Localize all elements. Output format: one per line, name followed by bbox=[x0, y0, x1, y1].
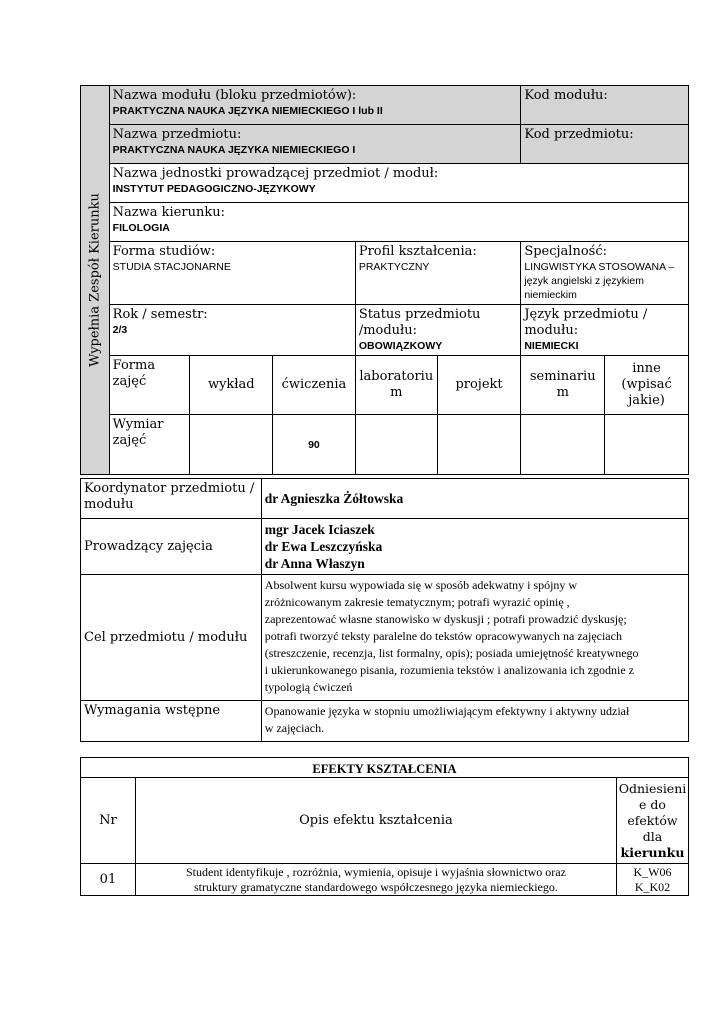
study-form-cell bbox=[109, 242, 355, 305]
goal-label-cell bbox=[81, 575, 262, 701]
form-header: Forma zajęć bbox=[112, 358, 156, 389]
row-nr: 01 bbox=[99, 871, 117, 887]
module-code-label: Kod modułu: bbox=[524, 88, 608, 103]
teacher-1: mgr Jacek Iciaszek bbox=[264, 522, 375, 537]
specialty-label: Specjalność: bbox=[524, 244, 607, 259]
status-cell bbox=[355, 305, 521, 356]
module-code-cell bbox=[521, 86, 689, 125]
profile-label: Profil kształcenia: bbox=[358, 244, 477, 259]
hours-label: Wymiar zajęć bbox=[112, 417, 164, 448]
effects-title-cell bbox=[81, 758, 689, 778]
col-ref-line: e do bbox=[639, 796, 666, 812]
teachers-value-cell bbox=[261, 519, 688, 575]
hours-label-cell bbox=[109, 415, 190, 475]
lecture-header: wykład bbox=[207, 377, 255, 392]
year-label: Rok / semestr: bbox=[112, 307, 208, 322]
teacher-2: dr Ewa Leszczyńska bbox=[264, 539, 383, 554]
study-form-value: STUDIA STACJONARNE bbox=[112, 261, 231, 273]
goal-line: typologią ćwiczeń bbox=[264, 680, 353, 694]
hours-lab-cell bbox=[355, 415, 437, 475]
subject-code-cell bbox=[521, 125, 689, 164]
coordinator-label-cell bbox=[81, 479, 262, 519]
year-cell bbox=[109, 305, 355, 356]
field-cell bbox=[109, 203, 688, 242]
staff-table bbox=[80, 478, 689, 742]
other-header-cell bbox=[605, 356, 689, 415]
status-label: Status przedmiotu /modułu: bbox=[358, 307, 481, 338]
hours-exercises-value: 90 bbox=[308, 438, 320, 451]
coordinator-value-cell bbox=[261, 479, 688, 519]
goal-line: zaprezentować własne stanowisko w dyskusji ; potrafi prowadzić dyskusję; bbox=[264, 612, 627, 626]
seminar-header: seminarium bbox=[529, 369, 596, 400]
goal-line: zróżnicowanym zakresie tematycznym; potrafi wyrazić opinię , bbox=[264, 595, 570, 609]
specialty-value-1: LINGWISTYKA STOSOWANA – bbox=[524, 261, 675, 273]
side-label-cell bbox=[81, 86, 110, 475]
project-header-cell bbox=[437, 356, 521, 415]
lecture-header-cell bbox=[190, 356, 273, 415]
profile-value: PRAKTYCZNY bbox=[358, 261, 430, 273]
language-cell bbox=[521, 305, 689, 356]
prereq-line: w zajęciach. bbox=[264, 721, 325, 735]
hours-project-cell bbox=[437, 415, 521, 475]
hours-lecture-cell bbox=[190, 415, 273, 475]
col-ref-cell bbox=[616, 778, 688, 864]
effects-title: EFEKTY KSZTAŁCENIA bbox=[312, 762, 457, 776]
row-desc-line: Student identyfikuje , rozróżnia, wymienia, opisuje i wyjaśnia słownictwo oraz bbox=[185, 864, 566, 879]
hours-exercises-cell bbox=[273, 415, 356, 475]
col-ref-bold: kierunku bbox=[620, 844, 685, 860]
specialty-cell bbox=[521, 242, 689, 305]
study-form-label: Forma studiów: bbox=[112, 244, 216, 259]
exercises-header: ćwiczenia bbox=[281, 377, 347, 392]
goal-value-cell bbox=[261, 575, 688, 701]
coordinator-value: dr Agnieszka Żółtowska bbox=[264, 491, 404, 506]
teachers-label-cell bbox=[81, 519, 262, 575]
year-value: 2/3 bbox=[112, 324, 128, 336]
table-row bbox=[81, 864, 689, 896]
module-name-label: Nazwa modułu (bloku przedmiotów): bbox=[112, 88, 357, 103]
field-label: Nazwa kierunku: bbox=[112, 205, 225, 220]
row-desc-line: struktury gramatyczne standardowego współczesnego języka niemieckiego. bbox=[194, 879, 558, 894]
col-ref-line: efektów bbox=[627, 812, 678, 828]
subject-name-cell bbox=[109, 125, 521, 164]
subject-name-label: Nazwa przedmiotu: bbox=[112, 127, 242, 142]
coordinator-label: Koordynator przedmiotu / modułu bbox=[84, 481, 255, 512]
unit-label: Nazwa jednostki prowadzącej przedmiot / moduł: bbox=[112, 166, 439, 181]
hours-seminar-cell bbox=[521, 415, 605, 475]
language-label: Język przedmiotu / modułu: bbox=[524, 307, 648, 338]
unit-value: INSTYTUT PEDAGOGICZNO-JĘZYKOWY bbox=[112, 183, 316, 195]
form-header-cell bbox=[109, 356, 190, 415]
teacher-3: dr Anna Właszyn bbox=[264, 556, 365, 571]
col-nr-cell bbox=[81, 778, 136, 864]
goal-line: Absolwent kursu wypowiada się w sposób adekwatny i spójny w bbox=[264, 578, 578, 592]
project-header: projekt bbox=[455, 377, 503, 392]
hours-other-cell bbox=[605, 415, 689, 475]
col-desc-cell bbox=[135, 778, 616, 864]
prereq-value-cell bbox=[261, 701, 688, 742]
module-info-table bbox=[80, 85, 689, 475]
module-name-cell bbox=[109, 86, 521, 125]
unit-cell bbox=[109, 164, 688, 203]
language-value: NIEMIECKI bbox=[524, 340, 579, 352]
row-ref-cell bbox=[616, 864, 688, 896]
row-desc-cell bbox=[135, 864, 616, 896]
col-ref-line: dla bbox=[642, 828, 663, 844]
goal-line: potrafi tworzyć teksty paralelne do tekstów opracowywanych na zajęciach bbox=[264, 629, 622, 643]
lab-header: laboratorium bbox=[359, 369, 434, 400]
goal-line: i ukierunkowanego pisania, rozumienia tekstów i analizowania ich zgodnie z bbox=[264, 663, 634, 677]
subject-code-label: Kod przedmiotu: bbox=[524, 127, 634, 142]
prereq-label: Wymagania wstępne bbox=[84, 703, 221, 718]
side-label: Wypełnia Zespół Kierunku bbox=[87, 193, 103, 367]
status-value: OBOWIĄZKOWY bbox=[358, 340, 443, 352]
profile-cell bbox=[355, 242, 521, 305]
row-ref-line: K_W06 bbox=[633, 864, 672, 879]
lab-header-cell bbox=[355, 356, 437, 415]
effects-table bbox=[80, 757, 689, 896]
row-nr-cell bbox=[81, 864, 136, 896]
row-ref-line: K_K02 bbox=[634, 879, 671, 894]
module-name-value: PRAKTYCZNA NAUKA JĘZYKA NIEMIECKIEGO I lub II bbox=[112, 105, 383, 117]
other-header: inne (wpisać jakie) bbox=[621, 361, 672, 408]
prereq-label-cell bbox=[81, 701, 262, 742]
seminar-header-cell bbox=[521, 356, 605, 415]
col-desc-header: Opis efektu kształcenia bbox=[299, 812, 453, 828]
subject-name-value: PRAKTYCZNA NAUKA JĘZYKA NIEMIECKIEGO I bbox=[112, 144, 356, 156]
teachers-label: Prowadzący zajęcia bbox=[84, 538, 213, 554]
col-nr-header: Nr bbox=[99, 812, 117, 828]
specialty-value-2: język angielski z językiem niemieckim bbox=[524, 275, 644, 301]
prereq-line: Opanowanie języka w stopniu umożliwiającym efektywny i aktywny udział bbox=[264, 704, 630, 718]
field-value: FILOLOGIA bbox=[112, 222, 170, 234]
col-ref-line: Odniesieni bbox=[618, 780, 687, 796]
goal-line: (streszczenie, recenzja, list formalny, opis); posiada umiejętność kreatywnego bbox=[264, 646, 639, 660]
exercises-header-cell bbox=[273, 356, 356, 415]
goal-label: Cel przedmiotu / modułu bbox=[84, 629, 248, 645]
